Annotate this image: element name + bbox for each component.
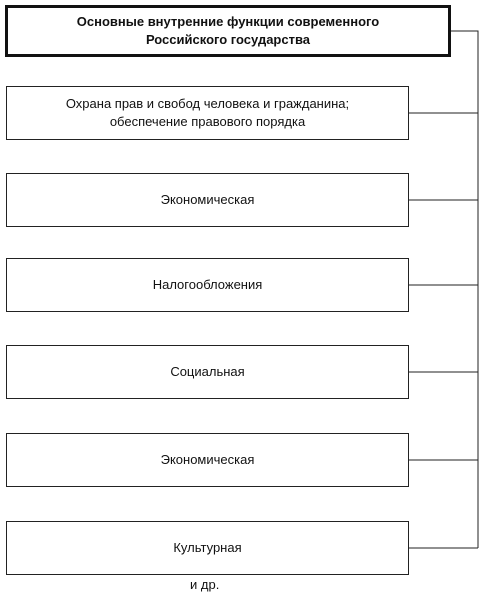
function-box-economic: [6, 173, 409, 227]
function-box-economic-2: [6, 433, 409, 487]
diagram-title-line-1: Основные внутренние функции современного: [76, 14, 380, 30]
bracket-line: [451, 31, 478, 548]
diagram-title: [77, 13, 379, 48]
function-label-line-1: Охрана прав и свобод человека и гражданина;: [65, 96, 350, 112]
function-box-cultural: [6, 521, 409, 575]
function-label: Социальная: [170, 364, 245, 380]
function-label-line-2: обеспечение правового порядка: [109, 114, 306, 129]
diagram-title-box: [5, 5, 451, 57]
function-box-rights: [6, 86, 409, 140]
diagram-title-line-2: Российского государства: [145, 32, 311, 47]
function-label: [66, 95, 349, 130]
function-box-social: [6, 345, 409, 399]
function-label: Культурная: [173, 540, 242, 556]
function-label: Экономическая: [160, 192, 255, 208]
footer-note: и др.: [190, 577, 220, 592]
function-label: Налогообложения: [152, 277, 263, 293]
function-label: Экономическая: [160, 452, 255, 468]
function-box-taxation: [6, 258, 409, 312]
